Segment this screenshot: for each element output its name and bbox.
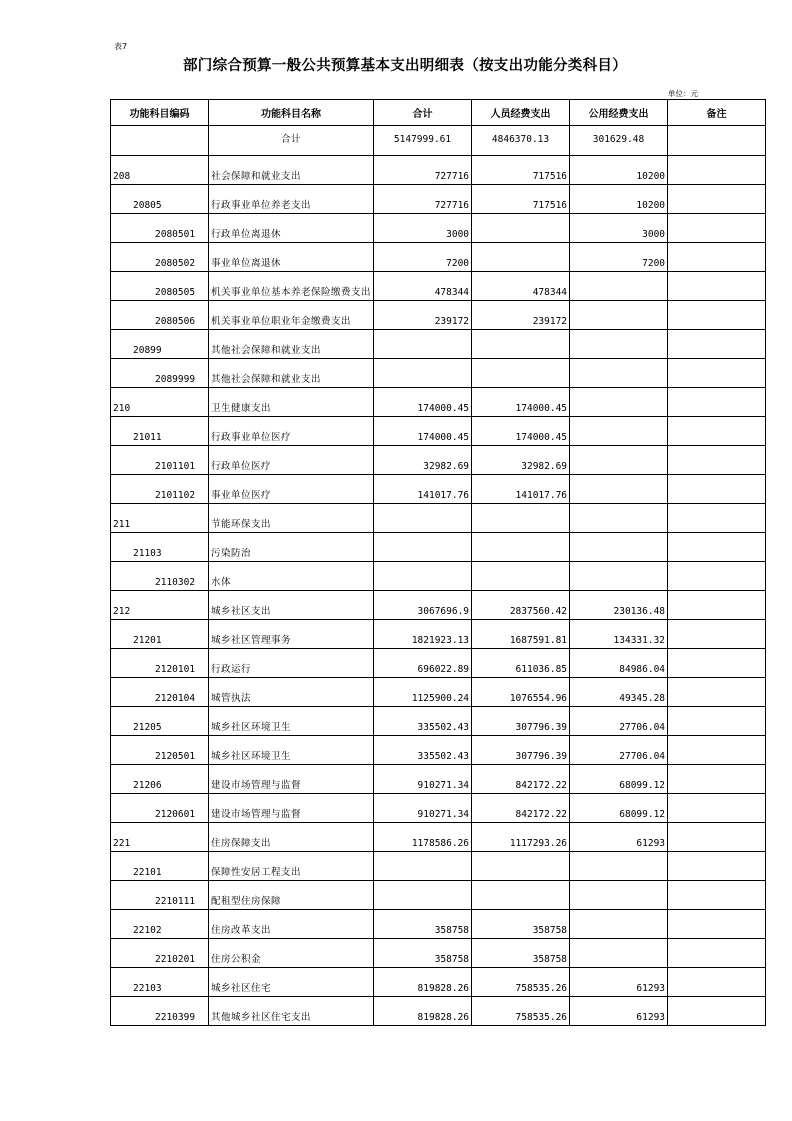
cell-total: 727716	[374, 156, 472, 185]
cell-personnel: 1117293.26	[472, 823, 570, 852]
budget-table	[110, 99, 766, 1026]
table-row	[111, 794, 766, 823]
cell-code: 2210111	[111, 881, 209, 910]
cell-code: 20805	[111, 185, 209, 214]
cell-public	[570, 388, 668, 417]
cell-public	[570, 417, 668, 446]
cell-total	[374, 359, 472, 388]
cell-code: 2120601	[111, 794, 209, 823]
cell-remark	[668, 272, 766, 301]
cell-name: 其他社会保障和就业支出	[209, 330, 374, 359]
cell-name: 住房保障支出	[209, 823, 374, 852]
cell-total	[374, 852, 472, 881]
header-public: 公用经费支出	[570, 100, 668, 126]
cell-name: 城乡社区管理事务	[209, 620, 374, 649]
table-row	[111, 852, 766, 881]
cell-personnel: 758535.26	[472, 968, 570, 997]
cell-public: 3000	[570, 214, 668, 243]
cell-remark	[668, 330, 766, 359]
cell-remark	[668, 939, 766, 968]
cell-code: 2101102	[111, 475, 209, 504]
cell-public: 61293	[570, 823, 668, 852]
cell-remark	[668, 156, 766, 185]
cell-total: 478344	[374, 272, 472, 301]
header-total: 合计	[374, 100, 472, 126]
cell-personnel: 358758	[472, 939, 570, 968]
table-row	[111, 272, 766, 301]
cell-personnel: 358758	[472, 910, 570, 939]
cell-personnel	[472, 330, 570, 359]
cell-personnel	[472, 881, 570, 910]
cell-code: 2080505	[111, 272, 209, 301]
table-row	[111, 765, 766, 794]
cell-total: 819828.26	[374, 968, 472, 997]
table-row	[111, 504, 766, 533]
cell-public	[570, 533, 668, 562]
cell-name: 行政单位离退休	[209, 214, 374, 243]
cell-name: 行政单位医疗	[209, 446, 374, 475]
cell-remark	[668, 417, 766, 446]
cell-total: 1178586.26	[374, 823, 472, 852]
cell-remark	[668, 823, 766, 852]
cell-personnel: 717516	[472, 185, 570, 214]
cell-total: 7200	[374, 243, 472, 272]
cell-name: 城乡社区住宅	[209, 968, 374, 997]
cell-code: 21011	[111, 417, 209, 446]
cell-remark	[668, 504, 766, 533]
cell-total: 3000	[374, 214, 472, 243]
cell-public	[570, 359, 668, 388]
table-row	[111, 736, 766, 765]
cell-name: 节能环保支出	[209, 504, 374, 533]
cell-name: 行政运行	[209, 649, 374, 678]
table-row	[111, 968, 766, 997]
cell-total: 727716	[374, 185, 472, 214]
cell-public: 61293	[570, 968, 668, 997]
cell-total: 3067696.9	[374, 591, 472, 620]
cell-public: 68099.12	[570, 765, 668, 794]
cell-total: 5147999.61	[374, 126, 472, 156]
cell-name: 行政事业单位医疗	[209, 417, 374, 446]
cell-code: 210	[111, 388, 209, 417]
cell-public	[570, 881, 668, 910]
table-row	[111, 562, 766, 591]
cell-personnel: 1687591.81	[472, 620, 570, 649]
cell-public	[570, 562, 668, 591]
cell-public: 84986.04	[570, 649, 668, 678]
cell-remark	[668, 910, 766, 939]
cell-public	[570, 504, 668, 533]
cell-total: 335502.43	[374, 707, 472, 736]
cell-total: 1821923.13	[374, 620, 472, 649]
table-row	[111, 649, 766, 678]
cell-public: 10200	[570, 185, 668, 214]
cell-public: 7200	[570, 243, 668, 272]
cell-remark	[668, 968, 766, 997]
cell-total: 358758	[374, 910, 472, 939]
cell-name: 建设市场管理与监督	[209, 765, 374, 794]
cell-personnel: 611036.85	[472, 649, 570, 678]
cell-code: 21201	[111, 620, 209, 649]
table-row	[111, 997, 766, 1026]
cell-personnel: 307796.39	[472, 707, 570, 736]
cell-total	[374, 562, 472, 591]
cell-total: 1125900.24	[374, 678, 472, 707]
cell-public	[570, 272, 668, 301]
table-row	[111, 446, 766, 475]
cell-code: 2080502	[111, 243, 209, 272]
cell-code: 2120104	[111, 678, 209, 707]
cell-remark	[668, 388, 766, 417]
cell-code: 22102	[111, 910, 209, 939]
cell-code: 20899	[111, 330, 209, 359]
cell-name: 污染防治	[209, 533, 374, 562]
cell-total	[374, 330, 472, 359]
cell-code: 2101101	[111, 446, 209, 475]
cell-public	[570, 475, 668, 504]
cell-remark	[668, 620, 766, 649]
cell-public	[570, 301, 668, 330]
cell-personnel: 307796.39	[472, 736, 570, 765]
cell-personnel	[472, 533, 570, 562]
cell-remark	[668, 562, 766, 591]
table-row	[111, 939, 766, 968]
cell-personnel: 717516	[472, 156, 570, 185]
table-row	[111, 156, 766, 185]
cell-code: 21103	[111, 533, 209, 562]
cell-personnel: 174000.45	[472, 417, 570, 446]
cell-remark	[668, 997, 766, 1026]
cell-code: 2120101	[111, 649, 209, 678]
cell-remark	[668, 126, 766, 156]
cell-public: 27706.04	[570, 736, 668, 765]
cell-total: 910271.34	[374, 794, 472, 823]
cell-personnel: 478344	[472, 272, 570, 301]
cell-code: 211	[111, 504, 209, 533]
table-row	[111, 185, 766, 214]
cell-personnel: 1076554.96	[472, 678, 570, 707]
table-row	[111, 301, 766, 330]
cell-remark	[668, 533, 766, 562]
cell-total	[374, 533, 472, 562]
cell-personnel: 141017.76	[472, 475, 570, 504]
cell-public: 230136.48	[570, 591, 668, 620]
cell-remark	[668, 301, 766, 330]
cell-name: 水体	[209, 562, 374, 591]
cell-remark	[668, 881, 766, 910]
header-name: 功能科目名称	[209, 100, 374, 126]
cell-personnel: 239172	[472, 301, 570, 330]
cell-total: 174000.45	[374, 388, 472, 417]
table-row	[111, 359, 766, 388]
table-row	[111, 330, 766, 359]
cell-public: 301629.48	[570, 126, 668, 156]
cell-remark	[668, 243, 766, 272]
page-title: 部门综合预算一般公共预算基本支出明细表（按支出功能分类科目）	[183, 58, 627, 74]
cell-remark	[668, 214, 766, 243]
cell-personnel: 32982.69	[472, 446, 570, 475]
cell-personnel	[472, 359, 570, 388]
cell-name: 配租型住房保障	[209, 881, 374, 910]
cell-remark	[668, 446, 766, 475]
table-header-row	[111, 100, 766, 126]
table-row	[111, 417, 766, 446]
cell-name: 城乡社区环境卫生	[209, 707, 374, 736]
table-row	[111, 388, 766, 417]
cell-name: 城管执法	[209, 678, 374, 707]
cell-public: 61293	[570, 997, 668, 1026]
cell-remark	[668, 359, 766, 388]
cell-personnel: 174000.45	[472, 388, 570, 417]
cell-code: 2110302	[111, 562, 209, 591]
cell-total: 819828.26	[374, 997, 472, 1026]
cell-public: 10200	[570, 156, 668, 185]
cell-remark	[668, 765, 766, 794]
cell-personnel: 2837560.42	[472, 591, 570, 620]
table-row	[111, 707, 766, 736]
cell-name: 行政事业单位养老支出	[209, 185, 374, 214]
total-row	[111, 126, 766, 156]
cell-personnel: 4846370.13	[472, 126, 570, 156]
cell-personnel: 842172.22	[472, 794, 570, 823]
cell-total	[374, 504, 472, 533]
cell-remark	[668, 736, 766, 765]
cell-public	[570, 939, 668, 968]
cell-code: 2210399	[111, 997, 209, 1026]
table-row	[111, 214, 766, 243]
cell-public	[570, 330, 668, 359]
cell-public	[570, 852, 668, 881]
cell-total: 239172	[374, 301, 472, 330]
cell-code: 22103	[111, 968, 209, 997]
cell-name: 住房公积金	[209, 939, 374, 968]
cell-name: 其他社会保障和就业支出	[209, 359, 374, 388]
cell-name: 社会保障和就业支出	[209, 156, 374, 185]
cell-public: 49345.28	[570, 678, 668, 707]
table-number: 表7	[114, 42, 128, 51]
table-row	[111, 475, 766, 504]
cell-name: 机关事业单位基本养老保险缴费支出	[209, 272, 374, 301]
cell-remark	[668, 678, 766, 707]
cell-code	[111, 126, 209, 156]
cell-code: 2080506	[111, 301, 209, 330]
cell-total	[374, 881, 472, 910]
cell-total: 335502.43	[374, 736, 472, 765]
cell-public	[570, 910, 668, 939]
cell-public: 68099.12	[570, 794, 668, 823]
cell-personnel: 758535.26	[472, 997, 570, 1026]
cell-total: 910271.34	[374, 765, 472, 794]
cell-code: 221	[111, 823, 209, 852]
header-code: 功能科目编码	[111, 100, 209, 126]
table-row	[111, 881, 766, 910]
cell-remark	[668, 649, 766, 678]
cell-code: 21205	[111, 707, 209, 736]
cell-name: 卫生健康支出	[209, 388, 374, 417]
cell-public: 27706.04	[570, 707, 668, 736]
cell-name: 城乡社区支出	[209, 591, 374, 620]
cell-remark	[668, 475, 766, 504]
cell-name: 其他城乡社区住宅支出	[209, 997, 374, 1026]
cell-name: 事业单位医疗	[209, 475, 374, 504]
cell-personnel	[472, 214, 570, 243]
cell-code: 2089999	[111, 359, 209, 388]
table-row	[111, 910, 766, 939]
cell-code: 22101	[111, 852, 209, 881]
cell-name: 建设市场管理与监督	[209, 794, 374, 823]
cell-name: 合计	[209, 126, 374, 156]
table-row	[111, 823, 766, 852]
cell-remark	[668, 794, 766, 823]
cell-personnel	[472, 562, 570, 591]
cell-total: 174000.45	[374, 417, 472, 446]
cell-code: 208	[111, 156, 209, 185]
cell-total: 32982.69	[374, 446, 472, 475]
table-row	[111, 243, 766, 272]
cell-total: 696022.89	[374, 649, 472, 678]
cell-public: 134331.32	[570, 620, 668, 649]
cell-total: 358758	[374, 939, 472, 968]
cell-remark	[668, 707, 766, 736]
cell-code: 2080501	[111, 214, 209, 243]
cell-public	[570, 446, 668, 475]
table-row	[111, 591, 766, 620]
cell-personnel	[472, 504, 570, 533]
cell-name: 住房改革支出	[209, 910, 374, 939]
cell-code: 2120501	[111, 736, 209, 765]
table-row	[111, 620, 766, 649]
header-remark: 备注	[668, 100, 766, 126]
unit-label: 单位：元	[668, 89, 698, 98]
cell-total: 141017.76	[374, 475, 472, 504]
table-row	[111, 678, 766, 707]
cell-code: 2210201	[111, 939, 209, 968]
cell-remark	[668, 852, 766, 881]
cell-personnel	[472, 243, 570, 272]
cell-personnel: 842172.22	[472, 765, 570, 794]
cell-remark	[668, 185, 766, 214]
cell-personnel	[472, 852, 570, 881]
cell-remark	[668, 591, 766, 620]
header-personnel: 人员经费支出	[472, 100, 570, 126]
cell-name: 保障性安居工程支出	[209, 852, 374, 881]
cell-name: 城乡社区环境卫生	[209, 736, 374, 765]
cell-code: 21206	[111, 765, 209, 794]
cell-name: 机关事业单位职业年金缴费支出	[209, 301, 374, 330]
cell-code: 212	[111, 591, 209, 620]
cell-name: 事业单位离退休	[209, 243, 374, 272]
table-row	[111, 533, 766, 562]
